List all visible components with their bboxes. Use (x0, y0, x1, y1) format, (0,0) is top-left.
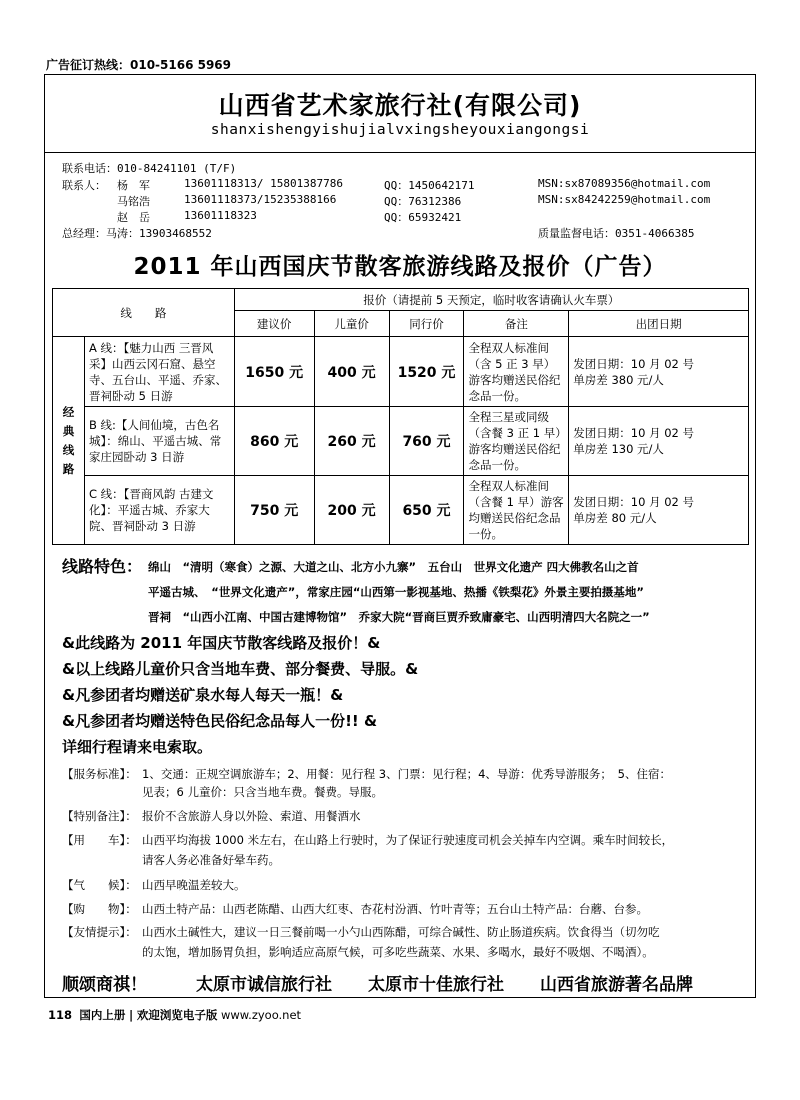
price-header: 报价（请提前 5 天预定，临时收客请确认火车票） (234, 289, 748, 311)
section-name: 国内上册 (79, 1008, 126, 1022)
service-label: 【购 物】： (62, 902, 137, 916)
note-cell: 全程三星或同级（含餐 3 正 1 早）游客均赠送民俗纪念品一份。 (464, 407, 569, 476)
footer-separator: | (128, 1008, 134, 1022)
contact-phone-number: 13601118373/15235388166 (184, 193, 337, 206)
child-price-cell: 200 元 (314, 476, 389, 545)
contacts-label: 联系人： (62, 179, 106, 192)
feature-line: 晋祠 “山西小江南、中国古建博物馆” 乔家大院“晋商巨贾乔致庸豪宅、山西明清四大名院之一” (148, 610, 650, 624)
notice-line: &凡参团者均赠送矿泉水每人每天一瓶！& (62, 686, 344, 704)
service-label: 【用 车】： (62, 833, 137, 847)
service-text: 见表；6 儿童价：只含当地车费。餐费。导服。 (142, 785, 383, 799)
note-cell: 全程双人标准间（含餐 1 早）游客均赠送民俗纪念品一份。 (464, 476, 569, 545)
contact-phone-number: 13601118313/ 15801387786 (184, 177, 343, 190)
route-cell: C 线：【晋商风韵 古建文化】：平遥古城、乔家大院、晋祠卧动 3 日游 (84, 476, 234, 545)
features-title: 线路特色： (62, 557, 143, 576)
service-text: 山西平均海拔 1000 米左右，在山路上行驶时，为了保证行驶速度司机会关掉车内空调。乘车时间较长， (142, 833, 674, 847)
page-footer (48, 1007, 301, 1023)
col-note: 备注 (464, 311, 569, 337)
service-label: 【友情提示】： (62, 925, 137, 939)
contact-name: 杨 军 (117, 179, 150, 192)
contact-msn: MSN:sx84242259@hotmail.com (538, 193, 711, 206)
peer-price-cell: 1520 元 (389, 337, 464, 407)
col-suggested-price: 建议价 (234, 311, 314, 337)
service-text: 请客人务必准备好晕车药。 (142, 853, 280, 867)
price-cell: 750 元 (234, 476, 314, 545)
note-cell: 全程双人标准间（含 5 正 3 早）游客均赠送民俗纪念品一份。 (464, 337, 569, 407)
service-label: 【服务标准】： (62, 767, 137, 781)
feature-line: 平遥古城、 “世界文化遗产”，常家庄园“山西第一影视基地、热播《铁梨花》外景主要拍摄基地” (148, 585, 644, 599)
table-row (53, 407, 749, 476)
peer-price-cell: 650 元 (389, 476, 464, 545)
route-header: 线 路 (53, 289, 235, 337)
contact-name: 赵 岳 (117, 211, 150, 224)
contact-qq: QQ：65932421 (384, 211, 462, 224)
footer-text: 欢迎浏览电子版 (136, 1008, 218, 1022)
date-cell (569, 407, 749, 476)
service-text: 的太饱，增加肠胃负担，影响适应高原气候，可多吃些蔬菜、水果、多喝水，最好不吸烟、不喝酒）。 (142, 945, 654, 959)
departure-date: 发团日期：10 月 02 号 (573, 356, 695, 371)
single-supplement: 单房差 380 元/人 (573, 372, 664, 387)
footer-url[interactable]: www.zyoo.net (221, 1008, 302, 1022)
slogan: 山西省旅游著名品牌 (540, 975, 693, 995)
date-cell (569, 476, 749, 545)
col-peer-price: 同行价 (389, 311, 464, 337)
col-departure-date: 出团日期 (569, 311, 749, 337)
service-text: 山西水土碱性大，建议一日三餐前喝一小勺山西陈醋，可综合碱性、防止肠道疾病。饮食得当（切勿吃 (142, 925, 660, 939)
departure-date: 发团日期：10 月 02 号 (573, 495, 695, 509)
page-number: 118 (48, 1008, 73, 1022)
service-text: 1、交通：正规空调旅游车；2、用餐：见行程 3、门票：见行程；4、导游：优秀导游服务； 5、住宿： (142, 767, 671, 781)
manager-line: 总经理：马涛：13903468552 (62, 227, 212, 240)
price-cell: 860 元 (234, 407, 314, 476)
category-cell (53, 337, 85, 545)
service-item (62, 766, 671, 782)
notice-line: &此线路为 2011 年国庆节散客线路及报价！& (62, 634, 381, 652)
contact-qq: QQ：76312386 (384, 195, 462, 208)
notice-line: 详细行程请来电索取。 (62, 738, 213, 756)
route-price-table (52, 288, 749, 545)
notice-line: &凡参团者均赠送特色民俗纪念品每人一份!! & (62, 712, 378, 730)
service-text: 山西土特产品：山西老陈醋、山西大红枣、杏花村汾酒、竹叶青等；五台山土特产品：台蘑、台参。 (142, 902, 648, 916)
service-text: 报价不含旅游人身以外险、索道、用餐酒水 (142, 809, 361, 823)
service-item (62, 808, 361, 824)
route-cell: B 线:【人间仙境，古色名城】：绵山、平遥古城、常家庄园卧动 3 日游 (84, 407, 234, 476)
table-row (53, 337, 749, 407)
service-item (62, 901, 648, 917)
single-supplement: 单房差 130 元/人 (573, 442, 664, 456)
service-text: 山西早晚温差较大。 (142, 878, 246, 892)
supervision-line: 质量监督电话：0351-4066385 (538, 227, 695, 240)
contact-msn: MSN:sx87089356@hotmail.com (538, 177, 711, 190)
feature-line: 绵山 “清明（寒食）之源、大道之山、北方小九寨” 五台山 世界文化遗产 四大佛教名山之首 (148, 560, 639, 574)
slogan: 太原市诚信旅行社 (196, 975, 332, 995)
contact-qq: QQ：1450642171 (384, 179, 475, 192)
child-price-cell: 400 元 (314, 337, 389, 407)
route-cell: A 线：【魅力山西 三晋风采】山西云冈石窟、悬空寺、五台山、平遥、乔家、晋祠卧动 5 日游 (84, 337, 234, 407)
agency-pinyin: shanxishengyishujialvxingsheyouxiangongsi (210, 122, 590, 138)
notice-line: &以上线路儿童价只含当地车费、部分餐费、导服。& (62, 660, 419, 678)
service-label: 【特别备注】： (62, 809, 137, 823)
slogan: 顺颂商祺！ (62, 975, 147, 995)
peer-price-cell: 760 元 (389, 407, 464, 476)
slogan: 太原市十佳旅行社 (368, 975, 504, 995)
departure-date: 发团日期：10 月 02 号 (573, 426, 695, 440)
service-item (62, 832, 673, 848)
contact-phone: 联系电话：010-84241101 (T/F) (62, 162, 237, 175)
service-item (62, 924, 660, 940)
service-item (62, 877, 246, 893)
table-row (53, 476, 749, 545)
agency-title: 山西省艺术家旅行社(有限公司) (218, 91, 582, 120)
col-child-price: 儿童价 (314, 311, 389, 337)
category-label: 经典线路 (62, 404, 75, 476)
date-cell (569, 337, 749, 407)
headline: 2011 年山西国庆节散客旅游线路及报价（广告） (133, 254, 667, 280)
child-price-cell: 260 元 (314, 407, 389, 476)
service-label: 【气 候】： (62, 878, 137, 892)
hotline-text: 广告征订热线：010-5166 5969 (46, 58, 232, 72)
contact-phone-number: 13601118323 (184, 209, 257, 222)
contact-name: 马铭浩 (117, 195, 150, 208)
divider (44, 152, 756, 153)
price-cell: 1650 元 (234, 337, 314, 407)
single-supplement: 单房差 80 元/人 (573, 511, 657, 525)
